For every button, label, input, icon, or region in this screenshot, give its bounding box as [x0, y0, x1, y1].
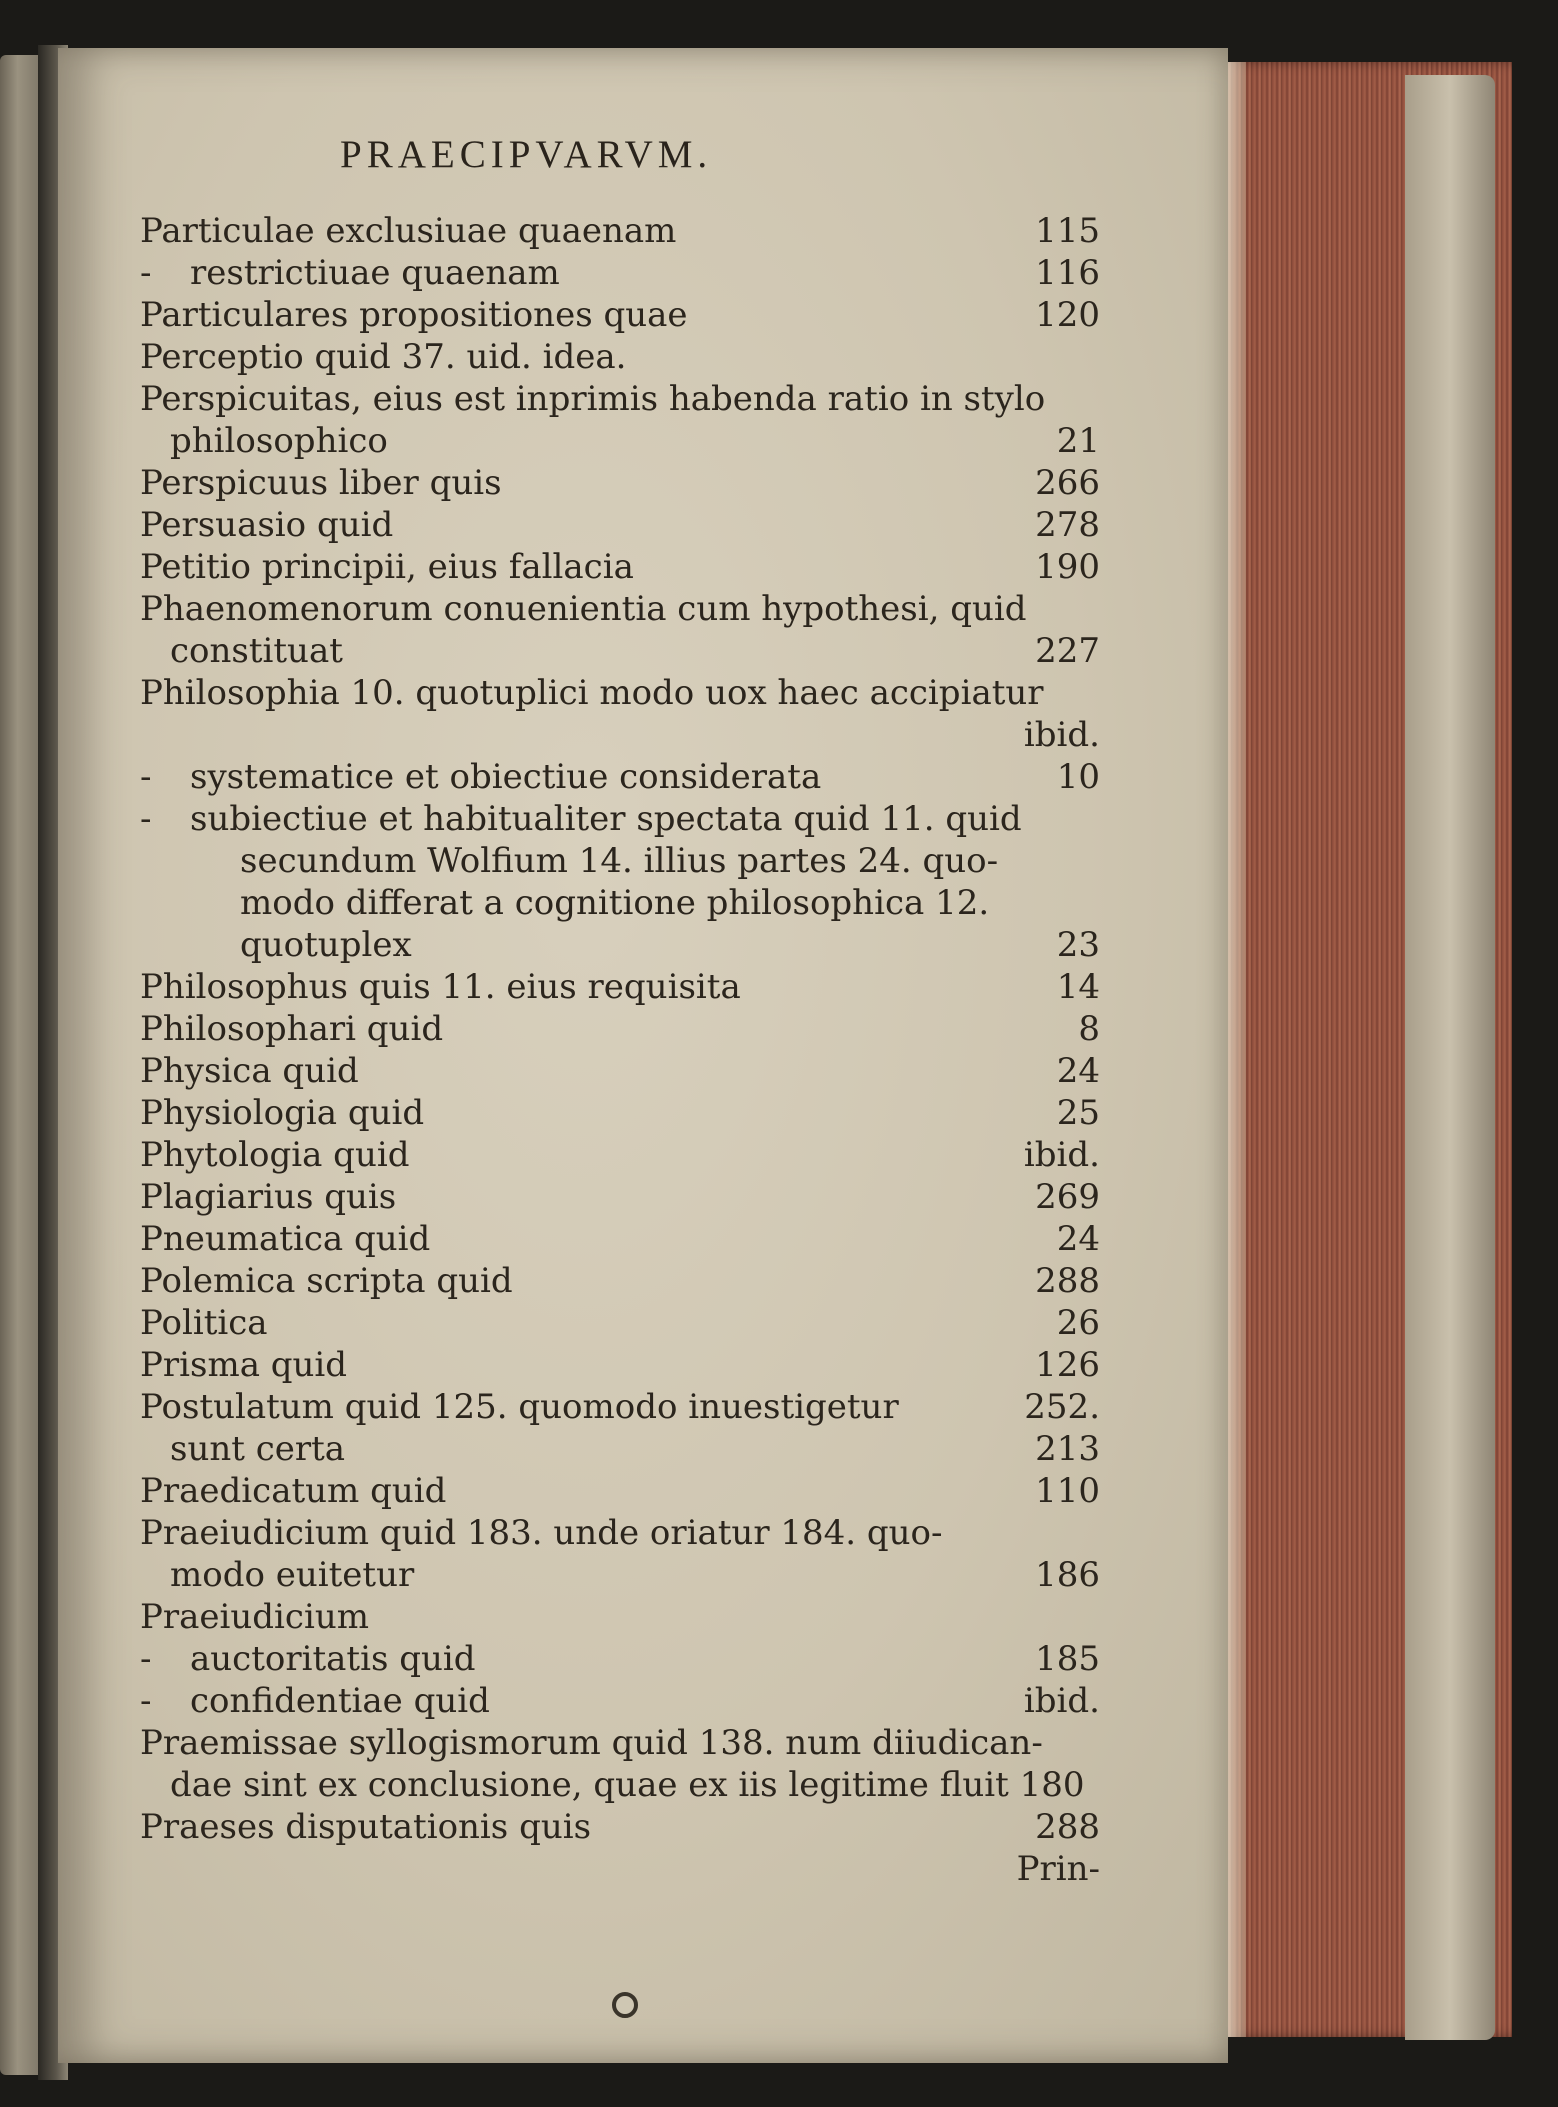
entry-text: constituat: [170, 631, 343, 671]
index-entry: [140, 1806, 1100, 1848]
entry-page-number: 10: [1056, 757, 1100, 797]
catchword: Prin-: [1016, 1849, 1100, 1889]
entry-text: Plagiarius quis: [140, 1177, 397, 1217]
entry-text: Petitio principii, eius fallacia: [140, 547, 634, 587]
entry-page-number: 185: [1035, 1639, 1100, 1679]
entry-text: secundum Wolfium 14. illius partes 24. quo-: [240, 841, 999, 881]
index-entry: [140, 1218, 1100, 1260]
index-entry: [140, 1092, 1100, 1134]
index-entry: [140, 714, 1100, 756]
index-entry: [140, 840, 1100, 882]
entry-page-number: 266: [1035, 463, 1100, 503]
entry-text: confidentiae quid: [190, 1681, 490, 1721]
entry-text: dae sint ex conclusione, quae ex iis legitime fluit 180: [170, 1765, 1085, 1805]
entry-text: auctoritatis quid: [190, 1639, 476, 1679]
book-cover-edge: [1405, 75, 1495, 2040]
entry-dash: -: [140, 1681, 152, 1721]
entry-text: systematice et obiectiue considerata: [190, 757, 822, 797]
index-entry: [140, 378, 1100, 420]
entry-page-number: 213: [1035, 1429, 1100, 1469]
entry-text: Polemica scripta quid: [140, 1261, 513, 1301]
entry-text: Perceptio quid 37. uid. idea.: [140, 337, 627, 377]
entry-text: modo differat a cognitione philosophica 12.: [240, 883, 990, 923]
entry-page-number: 25: [1056, 1093, 1100, 1133]
entry-text: Physiologia quid: [140, 1093, 425, 1133]
entry-page-number: 227: [1035, 631, 1100, 671]
entry-page-number: 269: [1035, 1177, 1100, 1217]
index-entry: [140, 1470, 1100, 1512]
entry-page-number: 288: [1035, 1807, 1100, 1847]
entry-page-number: 120: [1035, 295, 1100, 335]
entry-text: Prisma quid: [140, 1345, 348, 1385]
entry-page-number: 8: [1078, 1009, 1100, 1049]
index-entry: [140, 504, 1100, 546]
entry-text: Philosophus quis 11. eius requisita: [140, 967, 741, 1007]
index-entry: [140, 420, 1100, 462]
index-entry: [140, 1722, 1100, 1764]
entry-page-number: 116: [1035, 253, 1100, 293]
index-entry: [140, 1344, 1100, 1386]
entry-text: Politica: [140, 1303, 268, 1343]
index-entry: [140, 1554, 1100, 1596]
index-entry: [140, 1596, 1100, 1638]
entry-dash: -: [140, 253, 152, 293]
index-entry: [140, 1764, 1100, 1806]
index-entry: [140, 1176, 1100, 1218]
index-entry: [140, 1302, 1100, 1344]
entry-page-number: 14: [1056, 967, 1100, 1007]
index-entry: [140, 1680, 1100, 1722]
index-entry: [140, 546, 1100, 588]
index-entry: [140, 1050, 1100, 1092]
entry-page-number: 252.: [1024, 1387, 1100, 1427]
entry-page-number: 186: [1035, 1555, 1100, 1595]
index-entry: [140, 462, 1100, 504]
entry-text: restrictiuae quaenam: [190, 253, 560, 293]
index-entry: [140, 1386, 1100, 1428]
entry-page-number: 110: [1035, 1471, 1100, 1511]
entry-page-number: 23: [1056, 925, 1100, 965]
entry-page-number: 190: [1035, 547, 1100, 587]
running-head: PRAECIPVARVM.: [340, 133, 713, 176]
entry-text: Perspicuus liber quis: [140, 463, 502, 503]
index-entry: [140, 252, 1100, 294]
entry-text: Physica quid: [140, 1051, 359, 1091]
index-entry: [140, 672, 1100, 714]
entry-dash: -: [140, 799, 152, 839]
index-entry: [140, 630, 1100, 672]
entry-text: Praedicatum quid: [140, 1471, 447, 1511]
index-entry: [140, 1428, 1100, 1470]
index-entries: [140, 210, 1100, 1890]
entry-page-number: 24: [1056, 1051, 1100, 1091]
index-entry: [140, 924, 1100, 966]
entry-text: subiectiue et habitualiter spectata quid 11. quid: [190, 799, 1022, 839]
entry-text: Persuasio quid: [140, 505, 394, 545]
index-entry: [140, 756, 1100, 798]
entry-text: modo euitetur: [170, 1555, 415, 1595]
entry-page-number: ibid.: [1023, 1681, 1100, 1721]
entry-page-number: ibid.: [1023, 1135, 1100, 1175]
index-entry: [140, 966, 1100, 1008]
entry-page-number: ibid.: [1023, 715, 1100, 755]
entry-text: Pneumatica quid: [140, 1219, 431, 1259]
entry-text: Praeiudicium: [140, 1597, 369, 1637]
index-entry: [140, 588, 1100, 630]
entry-text: Philosophari quid: [140, 1009, 444, 1049]
entry-page-number: 278: [1035, 505, 1100, 545]
index-entry: [140, 1512, 1100, 1554]
index-entry: [140, 1134, 1100, 1176]
entry-page-number: 288: [1035, 1261, 1100, 1301]
entry-text: Phytologia quid: [140, 1135, 410, 1175]
entry-page-number: 126: [1035, 1345, 1100, 1385]
entry-page-number: 115: [1035, 211, 1100, 251]
paper-hole: [612, 1992, 638, 2018]
index-entry: [140, 336, 1100, 378]
entry-page-number: 24: [1056, 1219, 1100, 1259]
entry-text: Praeiudicium quid 183. unde oriatur 184. quo-: [140, 1513, 943, 1553]
entry-text: Particulares propositiones quae: [140, 295, 688, 335]
entry-dash: -: [140, 757, 152, 797]
entry-dash: -: [140, 1639, 152, 1679]
entry-page-number: 21: [1056, 421, 1100, 461]
entry-text: Praeses disputationis quis: [140, 1807, 592, 1847]
entry-text: Philosophia 10. quotuplici modo uox haec accipiatur: [140, 673, 1044, 713]
index-entry: [140, 798, 1100, 840]
entry-text: quotuplex: [240, 925, 412, 965]
index-entry: [140, 210, 1100, 252]
entry-page-number: 26: [1056, 1303, 1100, 1343]
catchword-row: [140, 1848, 1100, 1890]
index-entry: [140, 294, 1100, 336]
entry-text: sunt certa: [170, 1429, 346, 1469]
entry-text: Perspicuitas, eius est inprimis habenda ratio in stylo: [140, 379, 1046, 419]
entry-text: Postulatum quid 125. quomodo inuestigetur: [140, 1387, 899, 1427]
entry-text: Praemissae syllogismorum quid 138. num diiudican-: [140, 1723, 1043, 1763]
entry-text: Particulae exclusiuae quaenam: [140, 211, 677, 251]
index-entry: [140, 1638, 1100, 1680]
index-entry: [140, 882, 1100, 924]
entry-text: philosophico: [170, 421, 388, 461]
index-entry: [140, 1260, 1100, 1302]
index-entry: [140, 1008, 1100, 1050]
entry-text: Phaenomenorum conuenientia cum hypothesi, quid: [140, 589, 1027, 629]
